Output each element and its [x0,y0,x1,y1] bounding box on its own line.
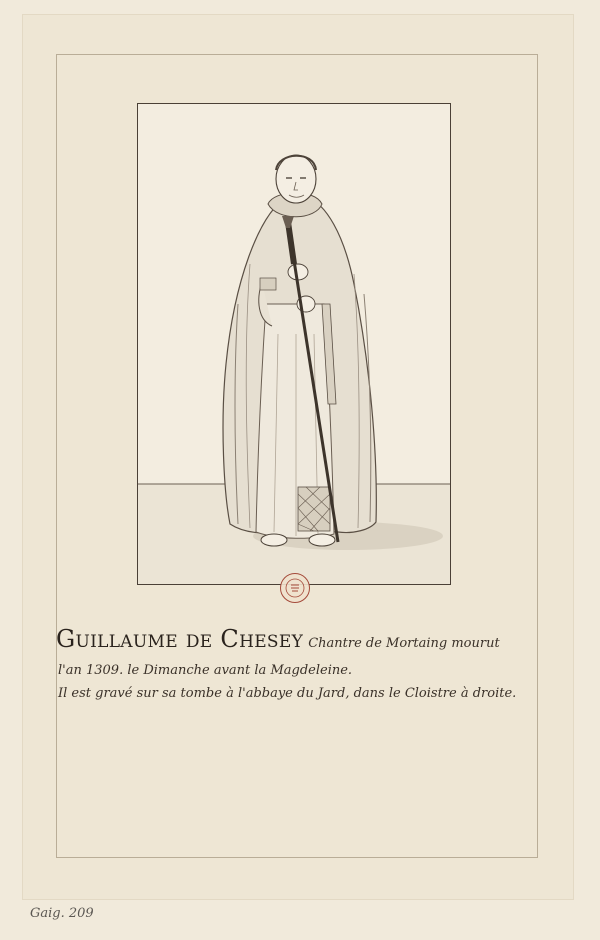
inventory-note: Gaig. 209 [30,906,94,921]
engraving-caption [56,624,546,705]
caption-line-1-rest: Chantre de Mortaing mourut [308,636,500,651]
caption-line-3: Il est gravé sur sa tombe à l'abbaye du Jard, dans le Cloistre à droite. [58,686,517,701]
library-stamp-icon [280,573,310,603]
illustration-frame [137,103,451,585]
subject-name: Guillaume de Chesey [56,625,304,653]
caption-line-1 [56,624,546,659]
standing-monk-figure-icon [138,104,450,584]
caption-line-2: l'an 1309. le Dimanche avant la Magdeleine. [58,663,353,678]
